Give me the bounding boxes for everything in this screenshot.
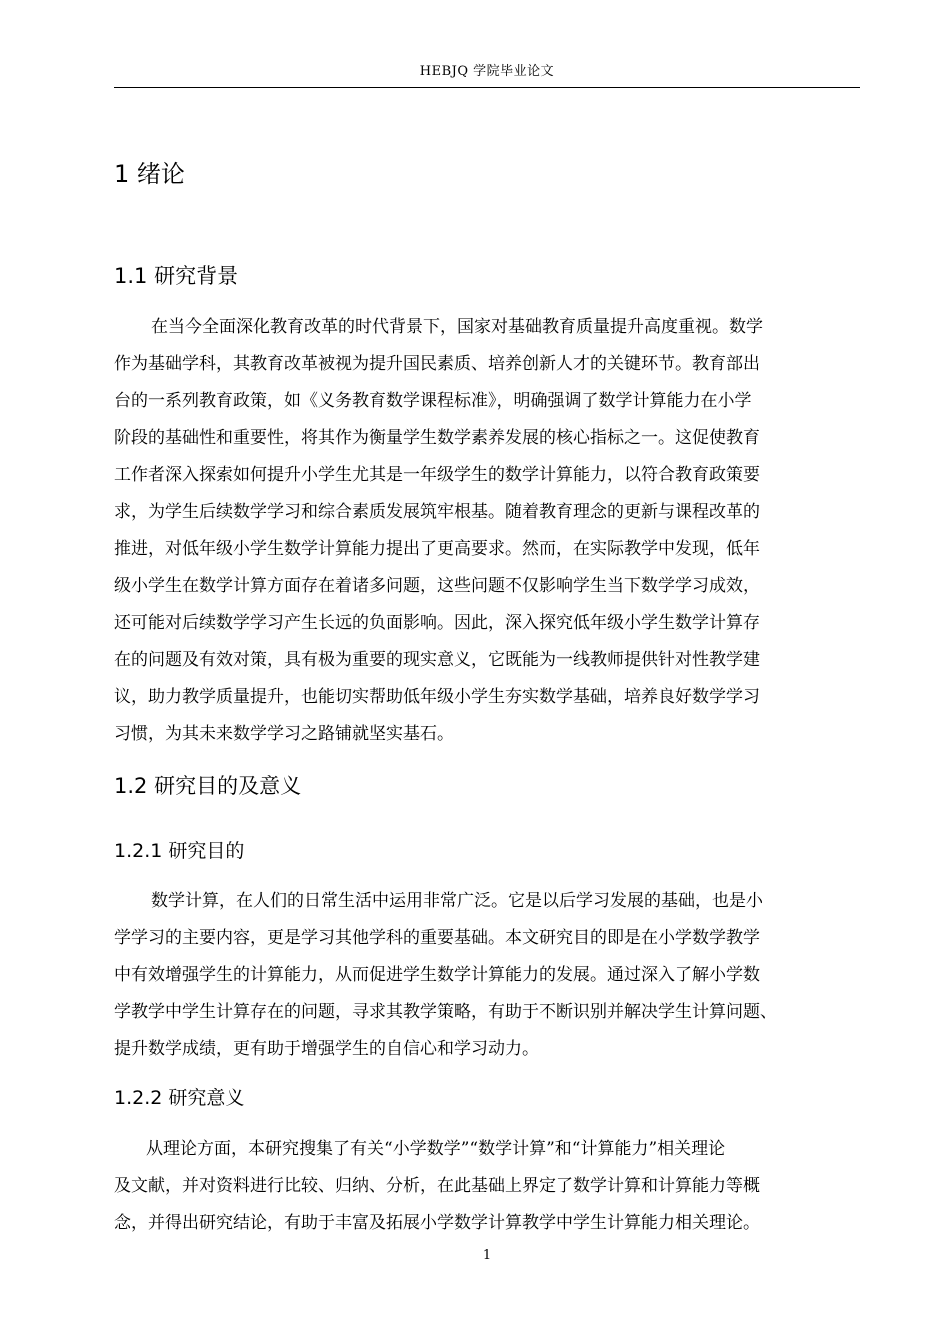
running-header: HEBJQ 学院毕业论文 bbox=[419, 64, 555, 79]
paragraph-line: 级小学生在数学计算方面存在着诸多问题，这些问题不仅影响学生当下数学学习成效， bbox=[114, 576, 760, 596]
section-1-2-1-paragraph bbox=[114, 883, 860, 1068]
paragraph-line: 从理论方面，本研究搜集了有关“小学数学”“数学计算”和“计算能力”相关理论 bbox=[146, 1139, 726, 1159]
paragraph-line: 还可能对后续数学学习产生长远的负面影响。因此，深入探究低年级小学生数学计算存 bbox=[114, 613, 760, 633]
paragraph-line: 推进，对低年级小学生数学计算能力提出了更高要求。然而，在实际教学中发现，低年 bbox=[114, 539, 760, 559]
paragraph-line: 习惯，为其未来数学学习之路铺就坚实基石。 bbox=[114, 724, 454, 744]
paragraph-line: 学教学中学生计算存在的问题，寻求其教学策略，有助于不断识别并解决学生计算问题、 bbox=[114, 1002, 777, 1022]
section-1-2-1-heading: 1.2.1 研究目的 bbox=[114, 840, 245, 862]
paragraph-line: 在当今全面深化教育改革的时代背景下，国家对基础教育质量提升高度重视。数学 bbox=[151, 317, 763, 337]
section-1-1-heading: 1.1 研究背景 bbox=[114, 264, 239, 288]
paragraph-line: 在的问题及有效对策，具有极为重要的现实意义，它既能为一线教师提供针对性教学建 bbox=[114, 650, 760, 670]
paragraph-line: 念，并得出研究结论，有助于丰富及拓展小学数学计算教学中学生计算能力相关理论。 bbox=[114, 1213, 760, 1233]
section-1-2-2-heading: 1.2.2 研究意义 bbox=[114, 1087, 245, 1109]
paragraph-line: 议，助力教学质量提升，也能切实帮助低年级小学生夯实数学基础，培养良好数学学习 bbox=[114, 687, 760, 707]
paragraph-line: 工作者深入探索如何提升小学生尤其是一年级学生的数学计算能力，以符合教育政策要 bbox=[114, 465, 760, 485]
paragraph-line: 作为基础学科，其教育改革被视为提升国民素质、培养创新人才的关键环节。教育部出 bbox=[114, 354, 760, 374]
paragraph-line: 及文献，并对资料进行比较、归纳、分析，在此基础上界定了数学计算和计算能力等概 bbox=[114, 1176, 760, 1196]
paragraph-line: 提升数学成绩，更有助于增强学生的自信心和学习动力。 bbox=[114, 1039, 539, 1059]
header-rule bbox=[114, 87, 860, 88]
paragraph-line: 学学习的主要内容，更是学习其他学科的重要基础。本文研究目的即是在小学数学教学 bbox=[114, 928, 760, 948]
page-number: 1 bbox=[482, 1248, 492, 1263]
section-1-2-2-paragraph bbox=[114, 1131, 860, 1242]
paragraph-line: 求，为学生后续数学学习和综合素质发展筑牢根基。随着教育理念的更新与课程改革的 bbox=[114, 502, 760, 522]
paragraph-line: 数学计算，在人们的日常生活中运用非常广泛。它是以后学习发展的基础，也是小 bbox=[151, 891, 763, 911]
paragraph-line: 台的一系列教育政策，如《义务教育数学课程标准》，明确强调了数学计算能力在小学 bbox=[114, 391, 752, 411]
paragraph-line: 中有效增强学生的计算能力，从而促进学生数学计算能力的发展。通过深入了解小学数 bbox=[114, 965, 760, 985]
paragraph-line: 阶段的基础性和重要性，将其作为衡量学生数学素养发展的核心指标之一。这促使教育 bbox=[114, 428, 760, 448]
chapter-title: 1 绪论 bbox=[114, 160, 185, 188]
section-1-2-heading: 1.2 研究目的及意义 bbox=[114, 774, 302, 798]
section-1-1-paragraph bbox=[114, 309, 860, 753]
